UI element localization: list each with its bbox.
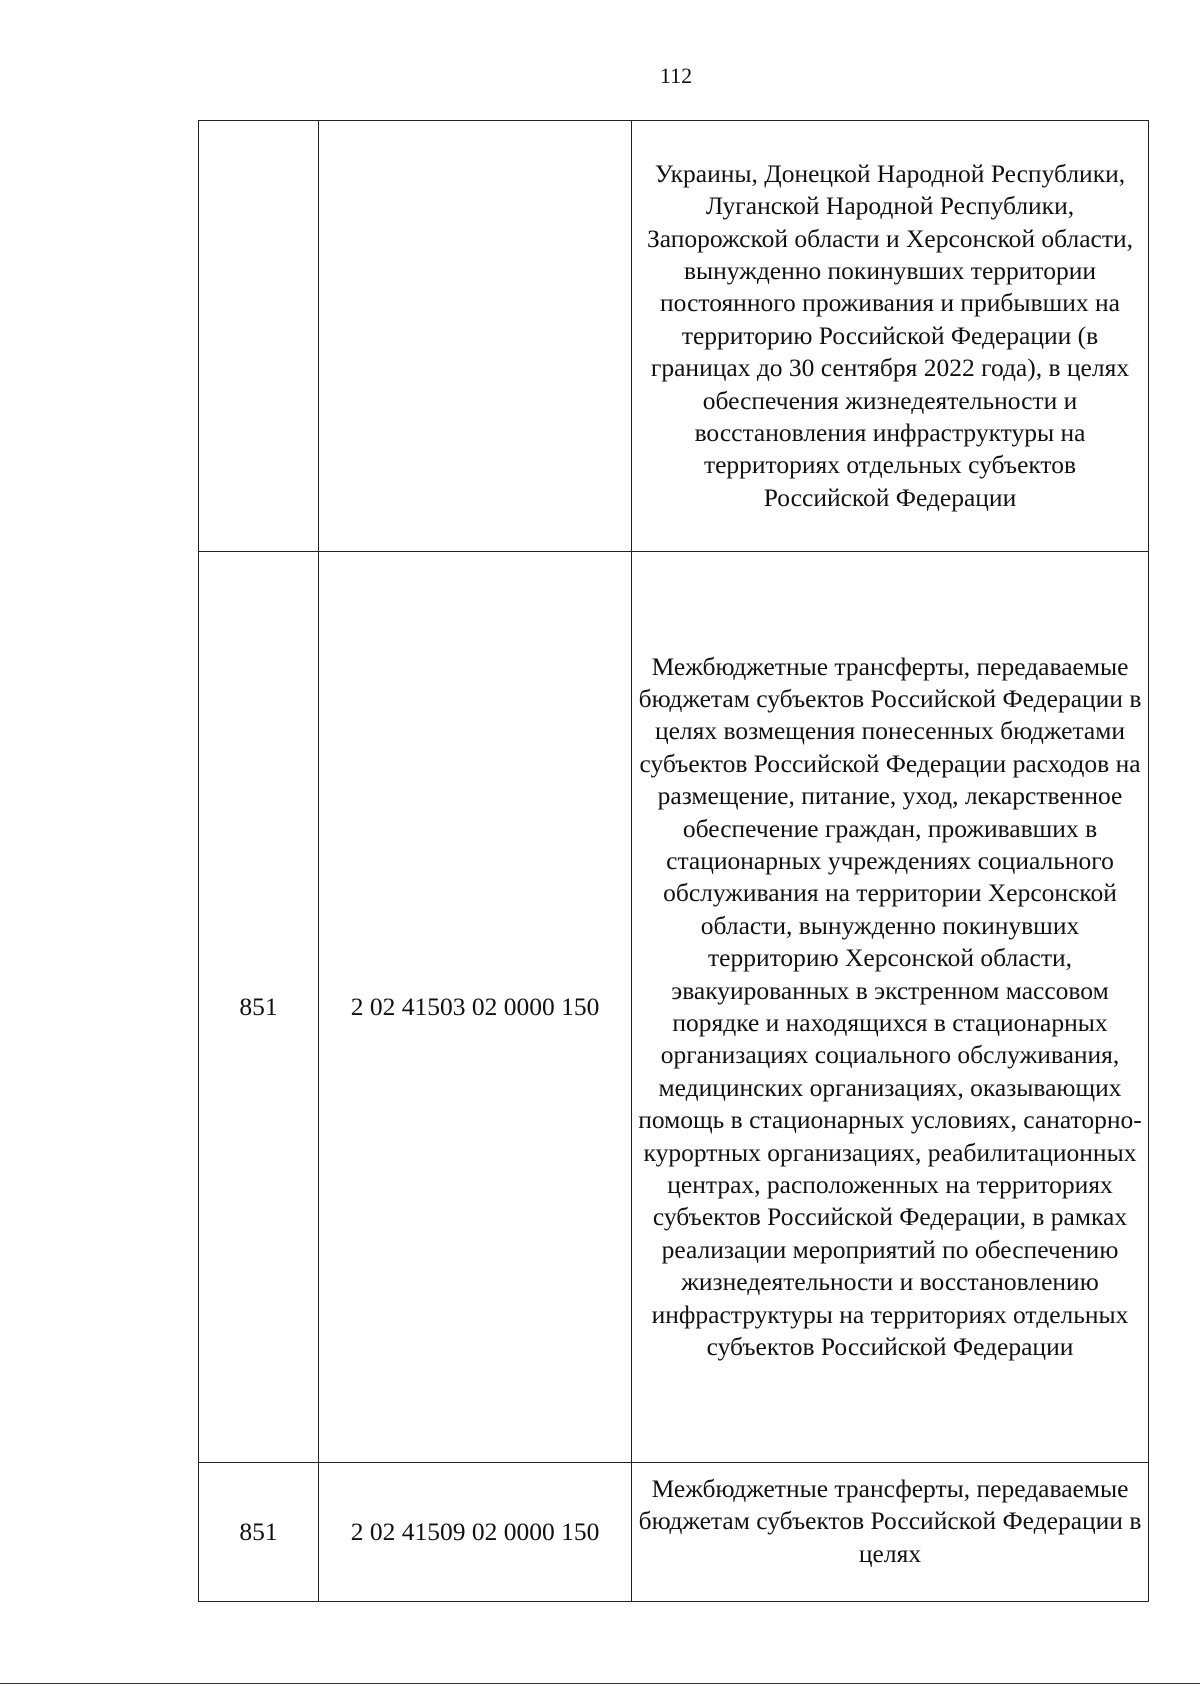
table-row	[199, 121, 1149, 552]
description-cell: Межбюджетные трансферты, передаваемые бюджетам субъектов Российской Федерации в целях	[632, 1463, 1149, 1602]
admin-code-cell	[199, 121, 319, 552]
admin-code-cell: 851	[199, 1463, 319, 1602]
description-cell: Украины, Донецкой Народной Республики, Луганской Народной Республики, Запорожской области и Херсонской области, вынужденно покинувших территории постоянного проживания и прибывших на территорию Российской Федерации (в границах до 30 сентября 2022 года), в целях обеспечения жизнедеятельности и восстановления инфраструктуры на территориях отдельных субъектов Российской Федерации	[632, 121, 1149, 552]
page-bottom-rule	[0, 1683, 1200, 1684]
admin-code-cell: 851	[199, 552, 319, 1463]
budget-code-table	[198, 120, 1149, 1602]
description-cell: Межбюджетные трансферты, передаваемые бюджетам субъектов Российской Федерации в целях возмещения понесенных бюджетами субъектов Российской Федерации расходов на размещение, питание, уход, лекарственное обеспечение граждан, проживавших в стационарных учреждениях социального обслуживания на территории Херсонской области, вынужденно покинувших территорию Херсонской области, эвакуированных в экстренном массовом порядке и находящихся в стационарных организациях социального обслуживания, медицинских организациях, оказывающих помощь в стационарных условиях, санаторно-курортных организациях, реабилитационных центрах, расположенных на территориях субъектов Российской Федерации, в рамках реализации мероприятий по обеспечению жизнедеятельности и восстановлению инфраструктуры на территориях отдельных субъектов Российской Федерации	[632, 552, 1149, 1463]
budget-code-cell	[319, 121, 632, 552]
page-number: 112	[659, 63, 693, 88]
table-row	[199, 1463, 1149, 1602]
budget-code-cell: 2 02 41509 02 0000 150	[319, 1463, 632, 1602]
budget-code-cell: 2 02 41503 02 0000 150	[319, 552, 632, 1463]
table-row	[199, 552, 1149, 1463]
